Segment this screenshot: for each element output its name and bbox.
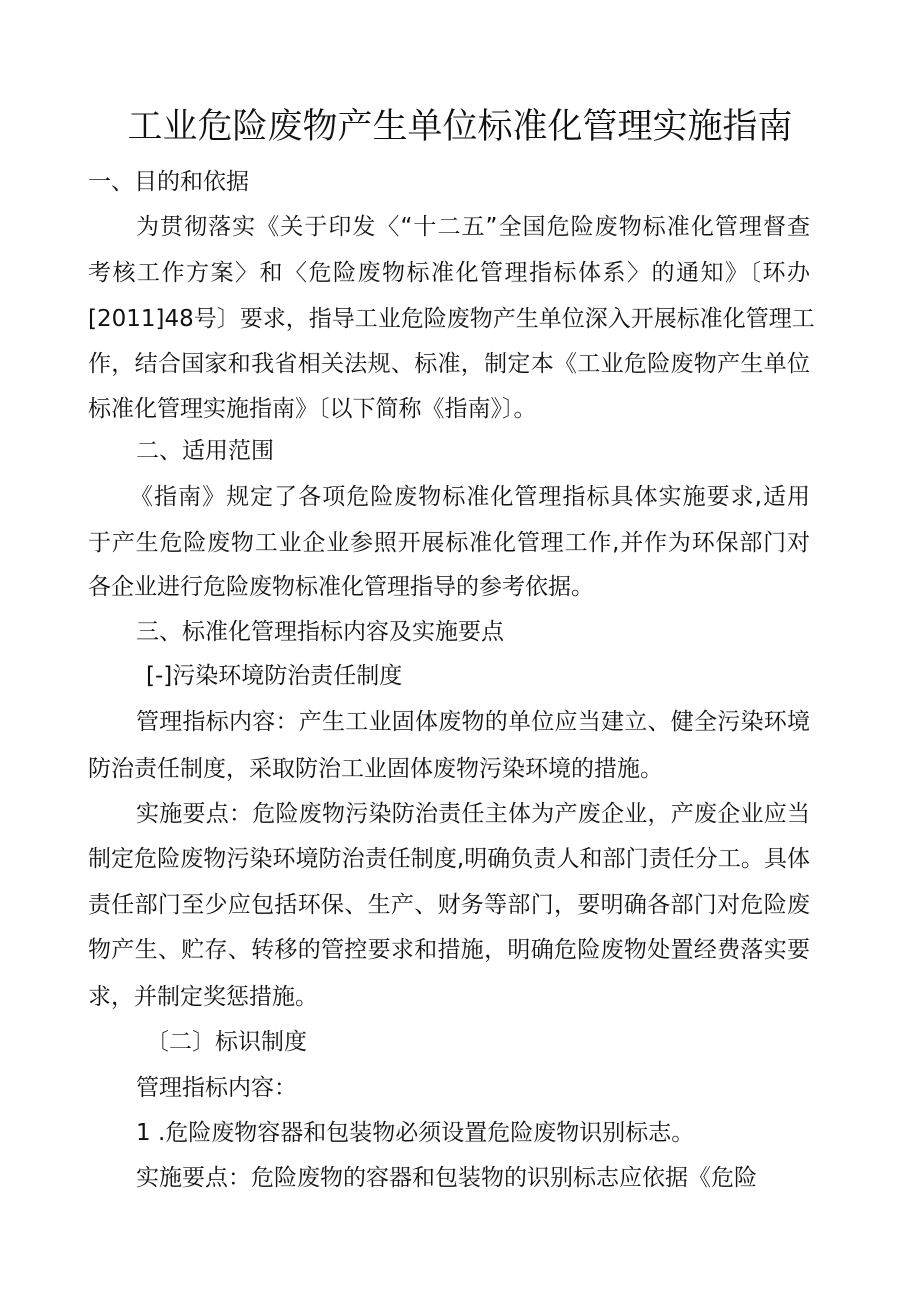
- paragraph-line: 制定危险废物污染环境防治责任制度,明确负责人和部门责任分工。具体: [88, 846, 810, 872]
- paragraph-line: 管理指标内容：产生工业固体废物的单位应当建立、健全污染环境: [136, 709, 810, 735]
- paragraph-line: 《指南》规定了各项危险废物标准化管理指标具体实施要求,适用: [130, 484, 810, 510]
- paragraph-line: 为贯彻落实《关于印发〈“十二五”全国危险废物标准化管理督查: [136, 214, 810, 240]
- paragraph-line: 作，结合国家和我省相关法规、标准，制定本《工业危险废物产生单位: [88, 351, 810, 377]
- paragraph-line: [2011]48号〕要求，指导工业危险废物产生单位深入开展标准化管理工: [88, 306, 815, 332]
- paragraph-line: 各企业进行危险废物标准化管理指导的参考依据。: [88, 574, 594, 600]
- subsection-heading: 〔二〕标识制度: [146, 1029, 307, 1055]
- subsection-heading: [-]污染环境防治责任制度: [146, 663, 403, 689]
- section-heading: 三、标准化管理指标内容及实施要点: [136, 619, 504, 645]
- paragraph-line: 求，并制定奖惩措施。: [88, 984, 318, 1010]
- document-title: 工业危险废物产生单位标准化管理实施指南: [127, 107, 793, 147]
- paragraph-line: 实施要点：危险废物污染防治责任主体为产废企业，产废企业应当: [136, 801, 810, 827]
- paragraph-line: 标准化管理实施指南》〔以下简称《指南》〕。: [88, 396, 537, 422]
- section-heading: 二、适用范围: [136, 438, 274, 464]
- paragraph-line: 物产生、贮存、转移的管控要求和措施，明确危险废物处置经费落实要: [88, 937, 810, 963]
- numbered-item: 1 .危险废物容器和包装物必须设置危险废物识别标志。: [136, 1120, 695, 1146]
- paragraph-line: 考核工作方案〉和〈危险废物标准化管理指标体系〉的通知》〔环办: [88, 260, 810, 286]
- paragraph-line: 责任部门至少应包括环保、生产、财务等部门，要明确各部门对危险废: [88, 892, 810, 918]
- paragraph-line: 防治责任制度，采取防治工业固体废物污染环境的措施。: [88, 756, 663, 782]
- section-heading: 一、目的和依据: [88, 169, 249, 195]
- paragraph-line: 实施要点：危险废物的容器和包装物的识别标志应依据《危险: [136, 1165, 757, 1191]
- paragraph-line: 管理指标内容：: [136, 1075, 297, 1101]
- paragraph-line: 于产生危险废物工业企业参照开展标准化管理工作,并作为环保部门对: [88, 530, 810, 556]
